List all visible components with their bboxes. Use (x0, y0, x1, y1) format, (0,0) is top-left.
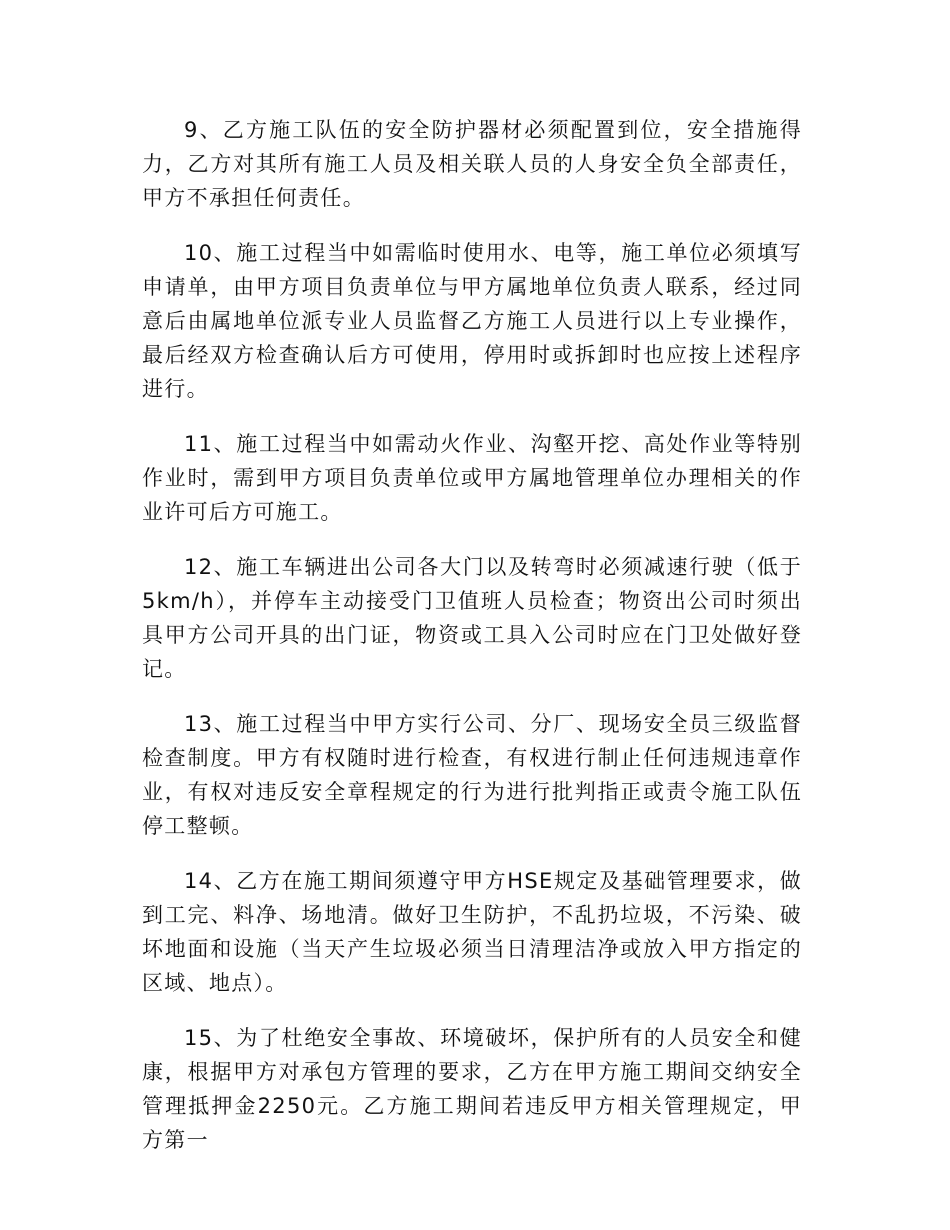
clause-13: 13、施工过程当中甲方实行公司、分厂、现场安全员三级监督检查制度。甲方有权随时进行检查，有权进行制止任何违规违章作业，有权对违反安全章程规定的行为进行批判指正或责令施工队伍停工整顿。 (142, 712, 802, 838)
clause-15: 15、为了杜绝安全事故、环境破坏，保护所有的人员安全和健康，根据甲方对承包方管理的要求，乙方在甲方施工期间交纳安全管理抵押金2250元。乙方施工期间若违反甲方相关管理规定，甲方第一 (142, 1026, 802, 1152)
clause-9: 9、乙方施工队伍的安全防护器材必须配置到位，安全措施得力，乙方对其所有施工人员及相关联人员的人身安全负全部责任，甲方不承担任何责任。 (142, 118, 802, 210)
document-body (142, 113, 802, 1157)
clause-12: 12、施工车辆进出公司各大门以及转弯时必须减速行驶（低于5km/h），并停车主动接受门卫值班人员检查；物资出公司时须出具甲方公司开具的出门证，物资或工具入公司时应在门卫处做好登记。 (142, 555, 802, 681)
clause-10: 10、施工过程当中如需临时使用水、电等，施工单位必须填写申请单，由甲方项目负责单位与甲方属地单位负责人联系，经过同意后由属地单位派专业人员监督乙方施工人员进行以上专业操作，最后经双方检查确认后方可使用，停用时或拆卸时也应按上述程序进行。 (142, 241, 802, 401)
clause-11: 11、施工过程当中如需动火作业、沟壑开挖、高处作业等特别作业时，需到甲方项目负责单位或甲方属地管理单位办理相关的作业许可后方可施工。 (142, 432, 802, 524)
clause-14: 14、乙方在施工期间须遵守甲方HSE规定及基础管理要求，做到工完、料净、场地清。做好卫生防护，不乱扔垃圾，不污染、破坏地面和设施（当天产生垃圾必须当日清理洁净或放入甲方指定的区域、地点）。 (142, 869, 802, 995)
